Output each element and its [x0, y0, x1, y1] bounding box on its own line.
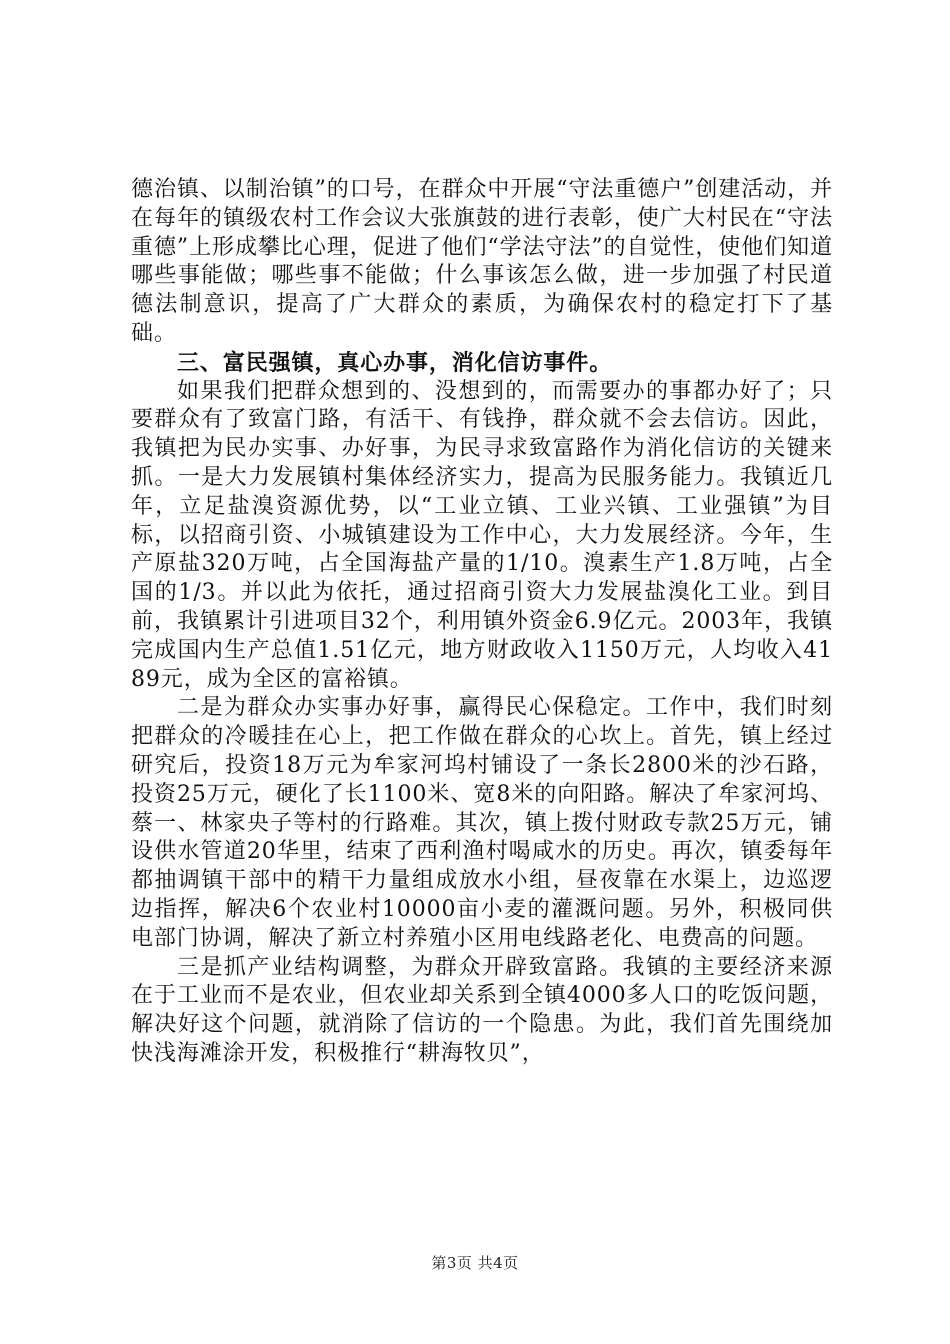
document-body — [131, 176, 833, 1069]
paragraph-practical-affairs: 二是为群众办实事办好事，赢得民心保稳定。工作中，我们时刻把群众的冷暖挂在心上，把工作做在群众的心坎上。首先，镇上经过研究后，投资18万元为牟家河坞村铺设了一条长2800米的沙石路，投资25万元，硬化了长1100米、宽8米的向阳路。解决了牟家河坞、蔡一、林家央子等村的行路难。其次，镇上拨付财政专款25万元，铺设供水管道20华里，结束了西利渔村喝咸水的历史。再次，镇委每年都抽调镇干部中的精干力量组成放水小组，昼夜靠在水渠上，边巡逻边指挥，解决6个农业村10000亩小麦的灌溉问题。另外，积极同供电部门协调，解决了新立村养殖小区用电线路老化、电费高的问题。 — [131, 695, 833, 951]
paragraph-economy: 如果我们把群众想到的、没想到的，而需要办的事都办好了；只要群众有了致富门路，有活干、有钱挣，群众就不会去信访。因此，我镇把为民办实事、办好事，为民寻求致富路作为消化信访的关键来抓。一是大力发展镇村集体经济实力，提高为民服务能力。我镇近几年，立足盐溴资源优势，以“工业立镇、工业兴镇、工业强镇”为目标，以招商引资、小城镇建设为工作中心，大力发展经济。今年，生产原盐320万吨，占全国海盐产量的1/10。溴素生产1.8万吨，占全国的1/3。并以此为依托，通过招商引资大力发展盐溴化工业。到目前，我镇累计引进项目32个，利用镇外资金6.9亿元。2003年，我镇完成国内生产总值1.51亿元，地方财政收入1150万元，人均收入4189元，成为全区的富裕镇。 — [131, 378, 833, 692]
section-heading: 三、富民强镇，真心办事，消化信访事件。 — [177, 349, 613, 376]
paragraph-continuation: 德治镇、以制治镇”的口号，在群众中开展“守法重德户”创建活动，并在每年的镇级农村工作会议大张旗鼓的进行表彰，使广大村民在“守法重德”上形成攀比心理，促进了他们“学法守法”的自觉性，使他们知道哪些事能做；哪些事不能做；什么事该怎么做，进一步加强了村民道德法制意识，提高了广大群众的素质，为确保农村的稳定打下了基础。 — [131, 177, 833, 346]
paragraph-industry-adjustment: 三是抓产业结构调整，为群众开辟致富路。我镇的主要经济来源在于工业而不是农业，但农业却关系到全镇4000多人口的吃饭问题，解决好这个问题，就消除了信访的一个隐患。为此，我们首先围绕加快浅海滩涂开发，积极推行“耕海牧贝”， — [131, 954, 833, 1066]
page-number-footer: 第3页 共4页 — [431, 1254, 519, 1272]
